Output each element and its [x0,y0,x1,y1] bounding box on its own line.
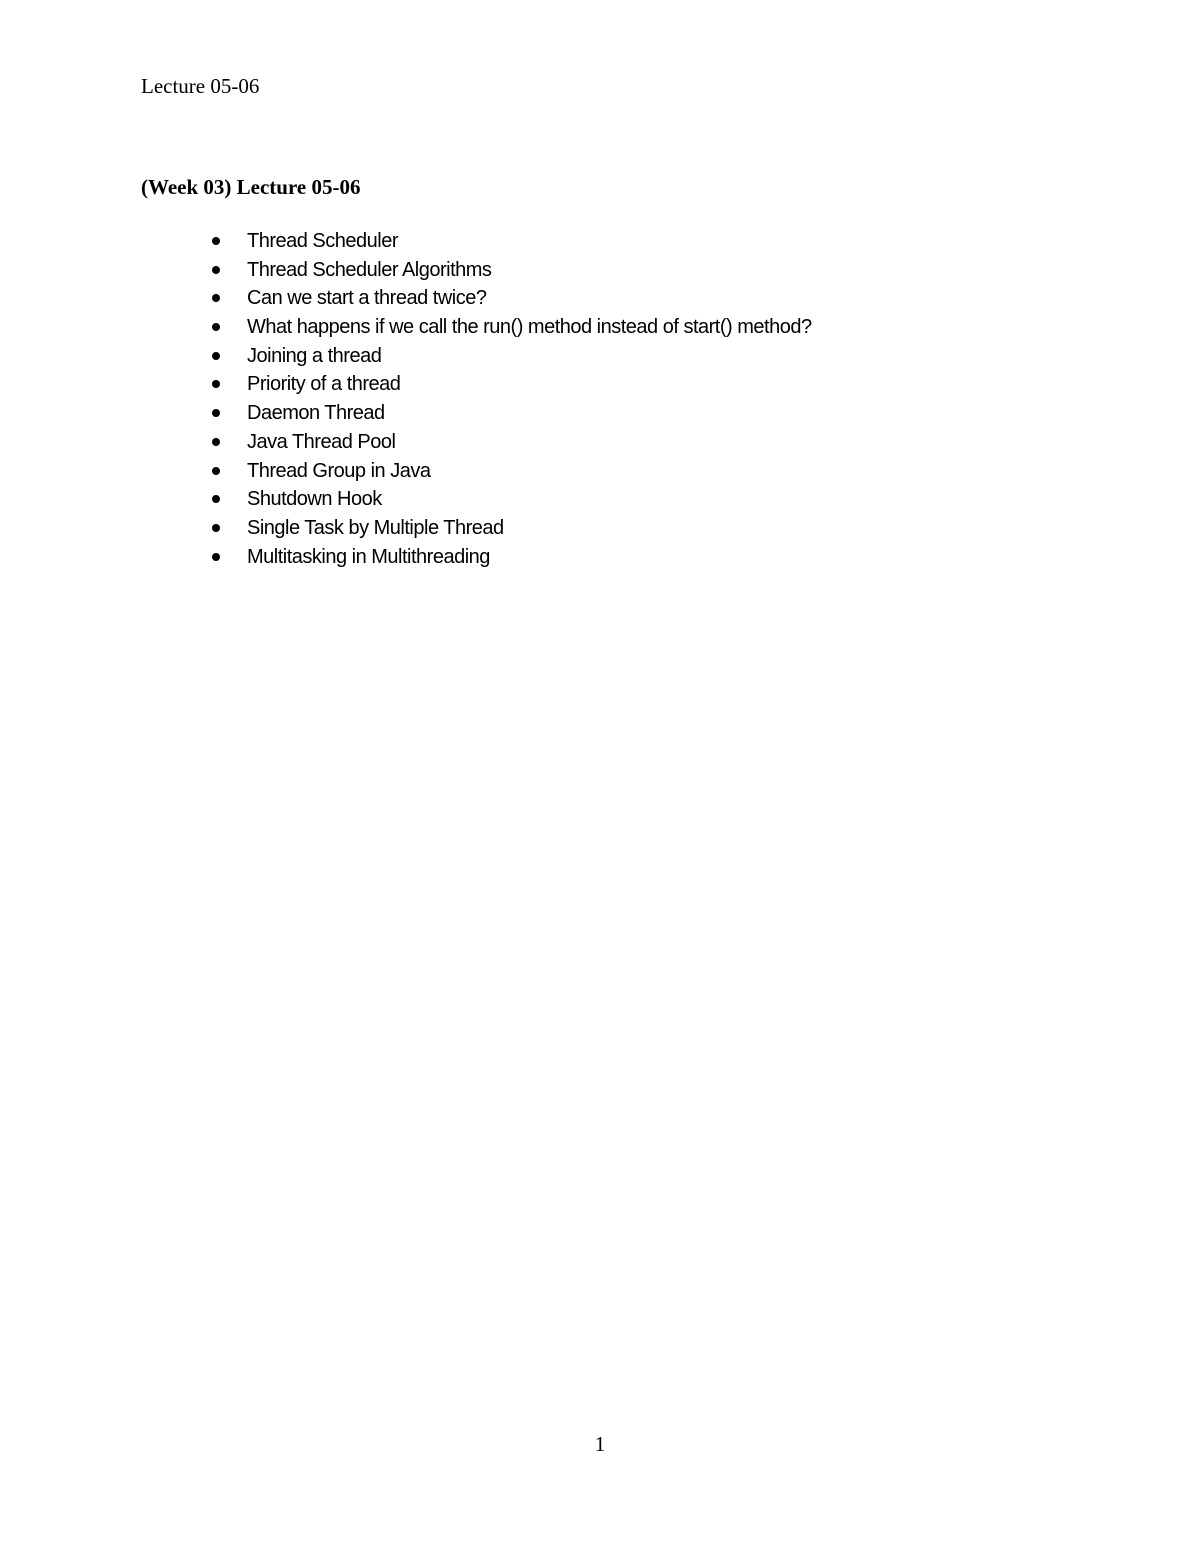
bullet-icon [212,553,220,561]
bullet-icon [212,409,220,417]
list-item-text: What happens if we call the run() method instead of start() method? [247,316,812,339]
bullet-icon [212,524,220,532]
bullet-icon [212,352,220,360]
bullet-icon [212,323,220,331]
bullet-icon [212,237,220,245]
bullet-icon [212,438,220,446]
list-item-text: Shutdown Hook [247,488,382,511]
list-item-text: Can we start a thread twice? [247,287,487,310]
list-item-text: Daemon Thread [247,402,385,425]
page-number: 1 [594,1432,606,1456]
list-item-text: Priority of a thread [247,373,401,396]
list-item-text: Java Thread Pool [247,430,396,453]
list-item-text: Multitasking in Multithreading [247,545,490,568]
list-item-text: Thread Scheduler Algorithms [247,258,492,281]
bullet-icon [212,294,220,302]
bullet-icon [212,467,220,475]
list-item-text: Thread Group in Java [247,459,431,482]
list-item-text: Joining a thread [247,344,382,367]
list-item-text: Thread Scheduler [247,230,398,252]
bullet-icon [212,266,220,274]
running-header: Lecture 05-06 [141,74,260,98]
list-item-text: Single Task by Multiple Thread [247,516,504,539]
document-title: (Week 03) Lecture 05-06 [141,175,361,199]
bullet-icon [212,495,220,503]
bullet-icon [212,380,220,388]
